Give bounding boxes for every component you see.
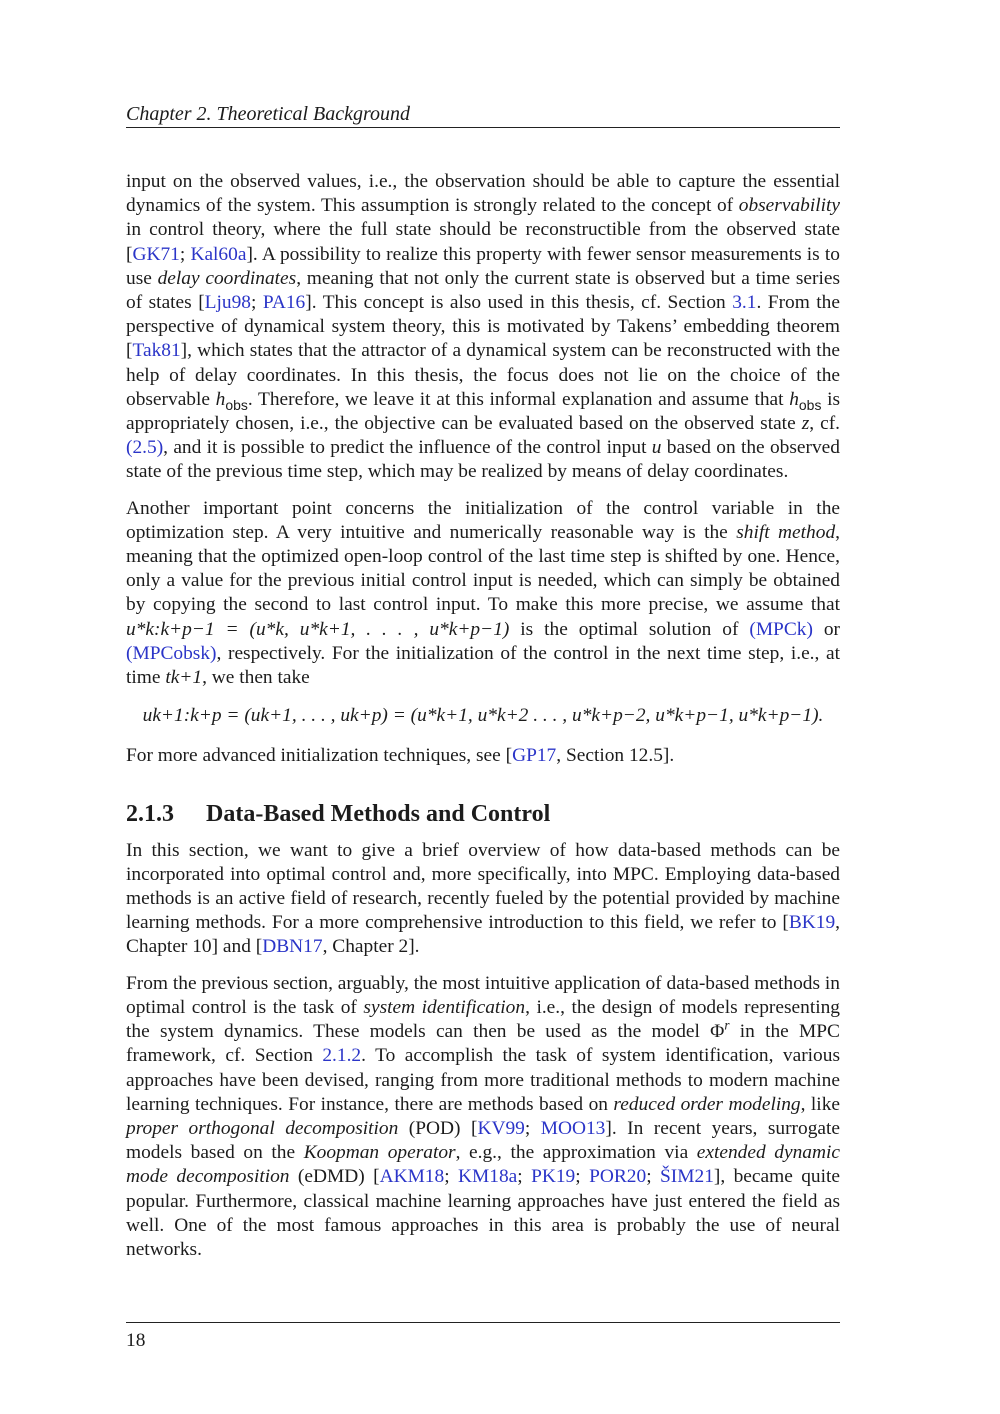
paragraph-3 — [126, 744, 840, 768]
citation-link[interactable]: ŠIM21 — [660, 1166, 714, 1188]
text: ; — [517, 1166, 532, 1188]
emphasis: delay coordinates — [157, 267, 297, 289]
text: , meaning that not only the current state is observed but a time series of states [ — [126, 267, 840, 314]
citation-link[interactable]: Kal60a — [190, 243, 247, 265]
text: , meaning that the optimized open-loop control of the last time step is shifted by one. Hence, only a value for the previous initial control input is needed, which can simply be obtained by copying the second to last control input. To make this more precise, we assume that — [126, 521, 840, 616]
citation-link[interactable]: BK19 — [788, 912, 836, 934]
math-symbol: tk+1 — [165, 667, 203, 689]
text: ; — [646, 1166, 661, 1188]
section-title: Data-Based Methods and Control — [206, 800, 551, 827]
citation-link[interactable]: DBN17 — [262, 936, 323, 958]
text: , respectively. For the initialization of the control in the next time step, i.e., at time — [126, 642, 840, 689]
citation-link[interactable]: GK71 — [132, 243, 180, 265]
text: ]. This concept is also used in this thesis, cf. Section — [305, 292, 733, 314]
section-heading — [126, 799, 840, 829]
text: ; — [444, 1166, 459, 1188]
emphasis: reduced order modeling — [613, 1093, 801, 1115]
citation-link[interactable]: Lju98 — [204, 292, 251, 314]
text: For more advanced initialization techniques, see [ — [126, 745, 513, 767]
text: From the previous section, arguably, the most intuitive application of data-based methods in optimal control is the task of — [126, 972, 840, 1018]
equation-text: uk+1:k+p = (uk+1, . . . , uk+p) = (u*k+1, u*k+2 . . . , u*k+p−2, u*k+p−1, u*k+p−1). — [142, 705, 824, 727]
text: , Section 12.5]. — [556, 745, 675, 767]
text: , Chapter 10] and [ — [126, 912, 840, 958]
math-symbol: h — [215, 388, 226, 410]
section-number: 2.1.3 — [126, 800, 174, 827]
citation-link[interactable]: KM18a — [458, 1166, 518, 1188]
citation-link[interactable]: KV99 — [477, 1117, 525, 1139]
citation-link[interactable]: Tak81 — [132, 340, 181, 362]
emphasis: extended dynamic mode decomposition — [126, 1142, 840, 1188]
math-subscript: obs — [798, 396, 822, 413]
text: (POD) [ — [398, 1117, 478, 1139]
section-link[interactable]: 2.1.2 — [322, 1045, 362, 1067]
section-link[interactable]: 3.1 — [732, 292, 757, 314]
math-symbol: h — [789, 388, 799, 410]
text: ; — [250, 292, 263, 314]
paragraph-1 — [126, 170, 840, 485]
display-equation — [126, 704, 840, 728]
paragraph-2 — [126, 497, 840, 691]
math-symbol: z — [801, 413, 810, 435]
text: is the optimal solution of — [509, 618, 750, 640]
emphasis: Koopman operator — [303, 1142, 456, 1164]
text: , and it is possible to predict the influence of the control input — [163, 437, 652, 459]
text: ; — [179, 243, 191, 265]
emphasis: observability — [738, 195, 840, 217]
text: in control theory, where the full state should be reconstructible from the observed state [ — [126, 219, 840, 265]
text: or — [812, 618, 841, 640]
paragraph-5 — [126, 972, 840, 1262]
citation-link[interactable]: AKM18 — [379, 1166, 445, 1188]
citation-link[interactable]: POR20 — [589, 1166, 647, 1188]
text: ; — [524, 1117, 541, 1139]
text: ]. In recent years, surrogate models based on the — [126, 1117, 840, 1164]
text: ; — [575, 1166, 590, 1188]
math-symbol: u — [651, 437, 662, 459]
paragraph-4 — [126, 839, 840, 960]
equation-link[interactable]: (MPCk) — [749, 618, 813, 640]
text: ], which states that the attractor of a dynamical system can be reconstructed with the help of delay coordinates. In this thesis, the focus does not lie on the choice of the observable — [126, 340, 840, 410]
text: , we then take — [202, 667, 310, 689]
text: . To accomplish the task of system identification, various approaches have been devised, ranging from more traditional methods to modern machine learning techniques. For instance, there are methods based on — [126, 1045, 840, 1115]
citation-link[interactable]: MOO13 — [540, 1117, 606, 1139]
text: . Therefore, we leave it at this informal explanation and assume that — [247, 388, 790, 410]
text: In this section, we want to give a brief overview of how data-based methods can be incorporated into optimal control and, more specifically, into MPC. Employing data-based methods is an active field of research, recently fueled by the potential provided by machine learning methods. For a more comprehensive introduction to this field, we refer to [ — [126, 839, 840, 934]
inline-math: u*k:k+p−1 = (u*k, u*k+1, . . . , u*k+p−1) — [126, 618, 510, 640]
body-text — [126, 170, 840, 1274]
footer-rule — [126, 1322, 840, 1323]
equation-link[interactable]: (2.5) — [126, 437, 164, 459]
text: ], became quite popular. Furthermore, classical machine learning approaches have just entered the field as well. One of the most famous approaches in this area is probably the use of neural networks. — [126, 1166, 840, 1260]
text: , i.e., the design of models representing the system dynamics. These models can then be used as the model Φ — [126, 996, 840, 1043]
text: . From the perspective of dynamical system theory, this is motivated by Takens’ embedding theorem [ — [126, 292, 840, 362]
text: (eDMD) [ — [289, 1166, 380, 1188]
math-superscript: r — [724, 1017, 730, 1033]
citation-link[interactable]: PK19 — [531, 1166, 576, 1188]
emphasis: shift method — [736, 521, 836, 543]
math-subscript: obs — [225, 396, 248, 413]
text: based on the observed state of the previous time step, which may be realized by means of delay coordinates. — [126, 437, 840, 483]
running-head: Chapter 2. Theoretical Background — [126, 100, 840, 128]
page-number: 18 — [126, 1330, 146, 1351]
text: ]. A possibility to realize this property with fewer sensor measurements is to use — [126, 243, 840, 289]
text: , cf. — [809, 413, 840, 435]
emphasis: system identification — [363, 996, 526, 1018]
text: input on the observed values, i.e., the observation should be able to capture the essential dynamics of the system. This assumption is strongly related to the concept of — [126, 171, 840, 217]
equation-link[interactable]: (MPCobsk) — [126, 642, 217, 664]
text: is appropriately chosen, i.e., the objective can be evaluated based on the observed state — [126, 388, 841, 435]
text: , like — [800, 1093, 840, 1115]
text: , e.g., the approximation via — [455, 1142, 697, 1164]
text: Another important point concerns the initialization of the control variable in the optimization step. A very intuitive and numerically reasonable way is the — [126, 497, 840, 543]
text: , Chapter 2]. — [322, 936, 420, 958]
emphasis: proper orthogonal decomposition — [126, 1117, 399, 1139]
text: in the MPC framework, cf. Section — [126, 1021, 840, 1067]
citation-link[interactable]: PA16 — [262, 292, 306, 314]
citation-link[interactable]: GP17 — [512, 745, 557, 767]
